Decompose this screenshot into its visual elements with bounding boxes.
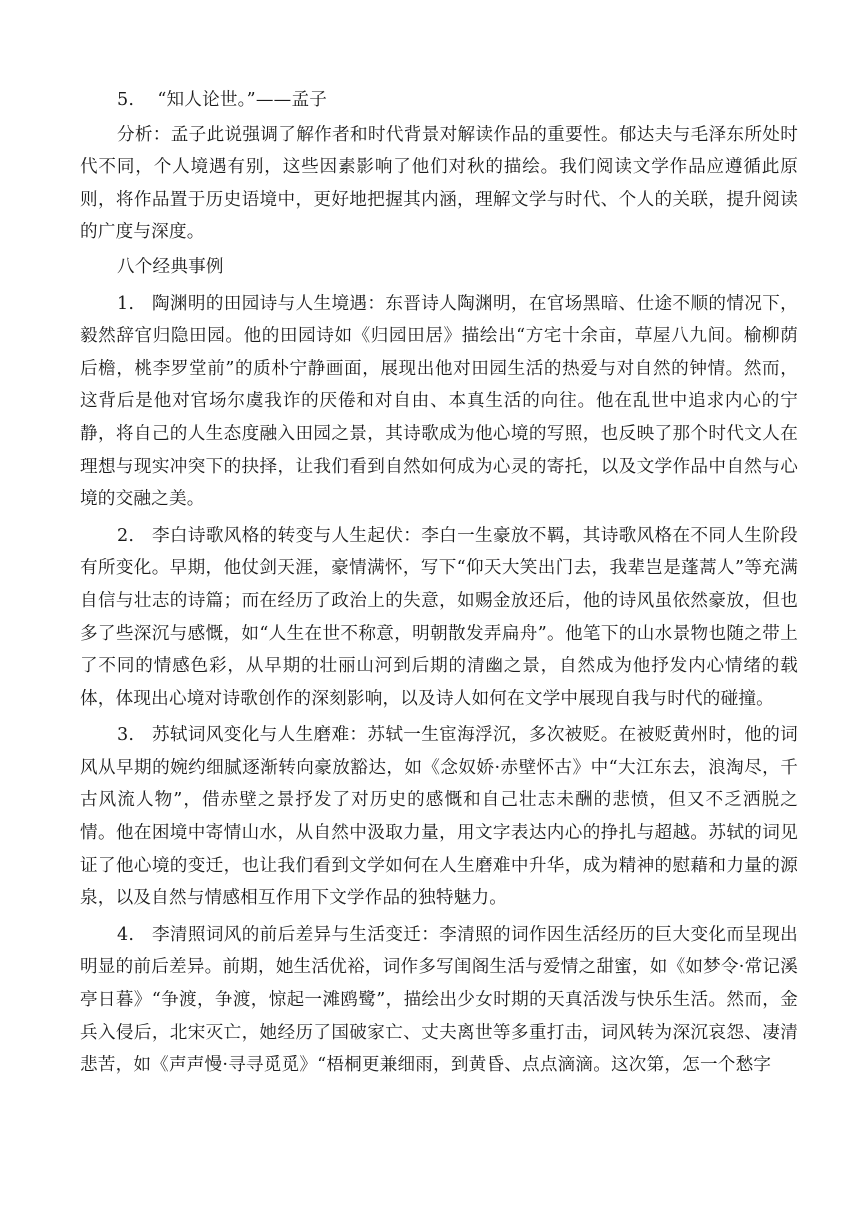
- example-number: 1.: [116, 293, 135, 314]
- example-number: 4.: [116, 924, 135, 945]
- example-text: 李白诗歌风格的转变与人生起伏：李白一生豪放不羁，其诗歌风格在不同人生阶段有所变化。早期，他仗剑天涯，豪情满怀，写下“仰天大笑出门去，我辈岂是蓬蒿人”等充满自信与壮志的诗篇；而在经历了政治上的失意，如赐金放还后，他的诗风虽依然豪放，但也多了些深沉与感慨，如“人生在世不称意，明朝散发弄扁舟”。他笔下的山水景物也随之带上了不同的情感色彩，从早期的壮丽山河到后期的清幽之景，自然成为他抒发内心情绪的载体，体现出心境对诗歌创作的深刻影响，以及诗人如何在文学中展现自我与时代的碰撞。: [80, 525, 798, 709]
- quote-text: “知人论世。”——孟子: [157, 90, 328, 110]
- example-number: 3.: [116, 725, 135, 746]
- example-paragraph-3: [80, 719, 798, 915]
- example-paragraph-2: [80, 520, 798, 716]
- document-page: [80, 84, 798, 1082]
- example-text: 陶渊明的田园诗与人生境遇：东晋诗人陶渊明，在官场黑暗、仕途不顺的情况下，毅然辞官归隐田园。他的田园诗如《归园田居》描绘出“方宅十余亩，草屋八九间。榆柳荫后檐，桃李罗堂前”的质朴宁静画面，展现出他对田园生活的热爱与对自然的钟情。然而，这背后是他对官场尔虞我诈的厌倦和对自由、本真生活的向往。他在乱世中追求内心的宁静，将自己的人生态度融入田园之景，其诗歌成为他心境的写照，也反映了那个时代文人在理想与现实冲突下的抉择，让我们看到自然如何成为心灵的寄托，以及文学作品中自然与心境的交融之美。: [80, 293, 798, 510]
- quote-line: [80, 84, 798, 117]
- example-paragraph-4: [80, 919, 798, 1082]
- quote-number: 5.: [116, 90, 135, 110]
- analysis-paragraph: 分析：孟子此说强调了解作者和时代背景对解读作品的重要性。郁达夫与毛泽东所处时代不同，个人境遇有别，这些因素影响了他们对秋的描绘。我们阅读文学作品应遵循此原则，将作品置于历史语境中，更好地把握其内涵，理解文学与时代、个人的关联，提升阅读的广度与深度。: [80, 124, 798, 243]
- example-number: 2.: [116, 525, 135, 546]
- section-title: 八个经典事例: [116, 256, 224, 277]
- example-text: 苏轼词风变化与人生磨难：苏轼一生宦海浮沉，多次被贬。在被贬黄州时，他的词风从早期的婉约细腻逐渐转向豪放豁达，如《念奴娇·赤壁怀古》中“大江东去，浪淘尽，千古风流人物”，借赤壁之景抒发了对历史的感慨和自己壮志未酬的悲愤，但又不乏洒脱之情。他在困境中寄情山水，从自然中汲取力量，用文字表达内心的挣扎与超越。苏轼的词见证了他心境的变迁，也让我们看到文学如何在人生磨难中升华，成为精神的慰藉和力量的源泉，以及自然与情感相互作用下文学作品的独特魅力。: [80, 725, 798, 909]
- example-paragraph-1: [80, 288, 798, 516]
- example-text: 李清照词风的前后差异与生活变迁：李清照的词作因生活经历的巨大变化而呈现出明显的前后差异。前期，她生活优裕，词作多写闺阁生活与爱情之甜蜜，如《如梦令·常记溪亭日暮》“争渡，争渡，惊起一滩鸥鹭”，描绘出少女时期的天真活泼与快乐生活。然而，金兵入侵后，北宋灭亡，她经历了国破家亡、丈夫离世等多重打击，词风转为深沉哀怨、凄清悲苦，如《声声慢·寻寻觅觅》“梧桐更兼细雨，到黄昏、点点滴滴。这次第，怎一个愁字: [80, 924, 798, 1076]
